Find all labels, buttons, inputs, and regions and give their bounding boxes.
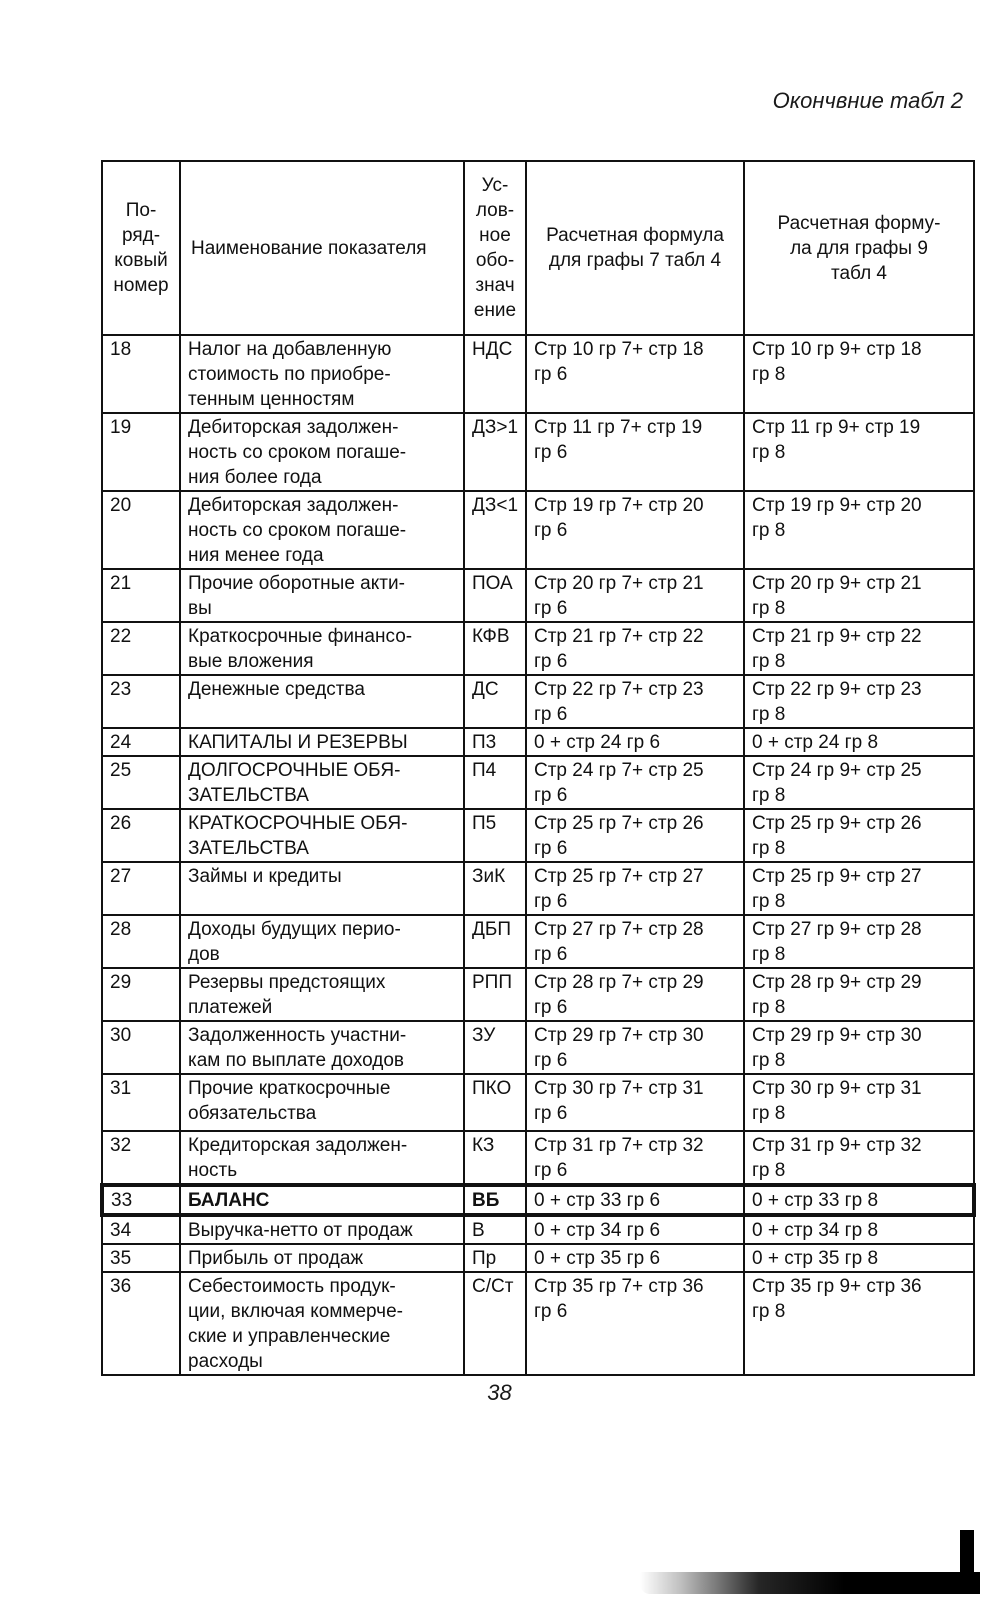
formula-col7: Стр 24 гр 7+ стр 25 гр 6 [526, 756, 744, 809]
formula-col9: Стр 24 гр 9+ стр 25 гр 8 [744, 756, 974, 809]
formula-col9: Стр 30 гр 9+ стр 31 гр 8 [744, 1074, 974, 1131]
formula-col7: Стр 35 гр 7+ стр 36 гр 6 [526, 1272, 744, 1375]
indicator-symbol: ДЗ<1 [464, 491, 526, 569]
indicator-symbol: КЗ [464, 1131, 526, 1185]
formula-col7: Стр 11 гр 7+ стр 19 гр 6 [526, 413, 744, 491]
indicator-name: ДОЛГОСРОЧНЫЕ ОБЯ- ЗАТЕЛЬСТВА [180, 756, 464, 809]
header-row-number: По- ряд- ковый номер [102, 161, 180, 335]
indicator-name: Прочие оборотные акти- вы [180, 569, 464, 622]
indicator-symbol: П5 [464, 809, 526, 862]
balance-row [102, 1185, 974, 1215]
row-number: 25 [102, 756, 180, 809]
row-number: 23 [102, 675, 180, 728]
formula-col9: Стр 20 гр 9+ стр 21 гр 8 [744, 569, 974, 622]
row-number: 19 [102, 413, 180, 491]
indicator-name: КАПИТАЛЫ И РЕЗЕРВЫ [180, 728, 464, 756]
table-row [102, 756, 974, 809]
indicator-name: Доходы будущих перио- дов [180, 915, 464, 968]
formula-col7: 0 + стр 24 гр 6 [526, 728, 744, 756]
row-number: 30 [102, 1021, 180, 1074]
formula-col9: Стр 27 гр 9+ стр 28 гр 8 [744, 915, 974, 968]
header-formula-col7: Расчетная формула для графы 7 табл 4 [526, 161, 744, 335]
indicator-formula-table [100, 160, 976, 1376]
table-row [102, 809, 974, 862]
formula-col7: Стр 21 гр 7+ стр 22 гр 6 [526, 622, 744, 675]
formula-col9: Стр 11 гр 9+ стр 19 гр 8 [744, 413, 974, 491]
indicator-name: Себестоимость продук- ции, включая коммерче- ские и управленческие расходы [180, 1272, 464, 1375]
formula-col9: Стр 28 гр 9+ стр 29 гр 8 [744, 968, 974, 1021]
table-row [102, 675, 974, 728]
indicator-symbol: С/Ст [464, 1272, 526, 1375]
formula-col7: 0 + стр 33 гр 6 [526, 1185, 744, 1215]
table-row [102, 335, 974, 413]
formula-col7: Стр 28 гр 7+ стр 29 гр 6 [526, 968, 744, 1021]
row-number: 24 [102, 728, 180, 756]
indicator-name: Задолженность участни- кам по выплате доходов [180, 1021, 464, 1074]
formula-col7: Стр 27 гр 7+ стр 28 гр 6 [526, 915, 744, 968]
indicator-symbol: Пр [464, 1244, 526, 1272]
indicator-name: БАЛАНС [180, 1185, 464, 1215]
row-number: 26 [102, 809, 180, 862]
table-row [102, 413, 974, 491]
formula-col9: Стр 21 гр 9+ стр 22 гр 8 [744, 622, 974, 675]
row-number: 33 [102, 1185, 180, 1215]
formula-col9: 0 + стр 34 гр 8 [744, 1215, 974, 1244]
row-number: 31 [102, 1074, 180, 1131]
indicator-name: Прочие краткосрочные обязательства [180, 1074, 464, 1131]
indicator-name: КРАТКОСРОЧНЫЕ ОБЯ- ЗАТЕЛЬСТВА [180, 809, 464, 862]
row-number: 29 [102, 968, 180, 1021]
formula-col9: Стр 22 гр 9+ стр 23 гр 8 [744, 675, 974, 728]
formula-col9: Стр 25 гр 9+ стр 27 гр 8 [744, 862, 974, 915]
indicator-name: Займы и кредиты [180, 862, 464, 915]
row-number: 35 [102, 1244, 180, 1272]
formula-col9: 0 + стр 33 гр 8 [744, 1185, 974, 1215]
table-row [102, 1244, 974, 1272]
indicator-symbol: ДЗ>1 [464, 413, 526, 491]
formula-col9: 0 + стр 35 гр 8 [744, 1244, 974, 1272]
formula-col7: Стр 31 гр 7+ стр 32 гр 6 [526, 1131, 744, 1185]
formula-col7: Стр 30 гр 7+ стр 31 гр 6 [526, 1074, 744, 1131]
formula-col7: Стр 29 гр 7+ стр 30 гр 6 [526, 1021, 744, 1074]
page-number: 38 [487, 1380, 512, 1405]
indicator-name: Налог на добавленную стоимость по приобре- тенным ценностям [180, 335, 464, 413]
row-number: 27 [102, 862, 180, 915]
row-number: 36 [102, 1272, 180, 1375]
table-row [102, 1021, 974, 1074]
formula-col7: Стр 19 гр 7+ стр 20 гр 6 [526, 491, 744, 569]
row-number: 34 [102, 1215, 180, 1244]
indicator-symbol: В [464, 1215, 526, 1244]
indicator-symbol: КФВ [464, 622, 526, 675]
formula-col7: 0 + стр 34 гр 6 [526, 1215, 744, 1244]
header-symbol: Ус- лов- ное обо- знач ение [464, 161, 526, 335]
table-row [102, 862, 974, 915]
scan-edge-mark [640, 1572, 980, 1594]
formula-col7: Стр 25 гр 7+ стр 26 гр 6 [526, 809, 744, 862]
indicator-name: Прибыль от продаж [180, 1244, 464, 1272]
table-row [102, 491, 974, 569]
formula-col7: 0 + стр 35 гр 6 [526, 1244, 744, 1272]
indicator-name: Дебиторская задолжен- ность со сроком погаше- ния более года [180, 413, 464, 491]
scan-edge-hook [960, 1530, 974, 1580]
indicator-symbol: ЗУ [464, 1021, 526, 1074]
indicator-name: Резервы предстоящих платежей [180, 968, 464, 1021]
row-number: 18 [102, 335, 180, 413]
table-row [102, 1215, 974, 1244]
formula-col9: Стр 10 гр 9+ стр 18 гр 8 [744, 335, 974, 413]
header-indicator-name: Наименование показателя [180, 161, 464, 335]
indicator-symbol: П3 [464, 728, 526, 756]
indicator-symbol: РПП [464, 968, 526, 1021]
table-row [102, 569, 974, 622]
formula-col9: 0 + стр 24 гр 8 [744, 728, 974, 756]
table-row [102, 968, 974, 1021]
formula-col7: Стр 20 гр 7+ стр 21 гр 6 [526, 569, 744, 622]
formula-col9: Стр 19 гр 9+ стр 20 гр 8 [744, 491, 974, 569]
indicator-symbol: ВБ [464, 1185, 526, 1215]
table-row [102, 622, 974, 675]
table-row [102, 1272, 974, 1375]
indicator-symbol: ДС [464, 675, 526, 728]
indicator-symbol: ПОА [464, 569, 526, 622]
indicator-name: Кредиторская задолжен- ность [180, 1131, 464, 1185]
table-row [102, 915, 974, 968]
table-row [102, 1074, 974, 1131]
table-header-row [102, 161, 974, 335]
indicator-symbol: НДС [464, 335, 526, 413]
header-formula-col9: Расчетная форму- ла для графы 9 табл 4 [744, 161, 974, 335]
formula-col9: Стр 29 гр 9+ стр 30 гр 8 [744, 1021, 974, 1074]
row-number: 22 [102, 622, 180, 675]
formula-col7: Стр 22 гр 7+ стр 23 гр 6 [526, 675, 744, 728]
table-row [102, 1131, 974, 1185]
row-number: 20 [102, 491, 180, 569]
indicator-name: Денежные средства [180, 675, 464, 728]
table-row [102, 728, 974, 756]
indicator-name: Выручка-нетто от продаж [180, 1215, 464, 1244]
formula-col9: Стр 31 гр 9+ стр 32 гр 8 [744, 1131, 974, 1185]
row-number: 21 [102, 569, 180, 622]
indicator-symbol: ПКО [464, 1074, 526, 1131]
indicator-name: Дебиторская задолжен- ность со сроком погаше- ния менее года [180, 491, 464, 569]
row-number: 28 [102, 915, 180, 968]
table-continuation-label: Окончвние табл 2 [772, 88, 963, 113]
formula-col9: Стр 35 гр 9+ стр 36 гр 8 [744, 1272, 974, 1375]
indicator-name: Краткосрочные финансо- вые вложения [180, 622, 464, 675]
indicator-symbol: П4 [464, 756, 526, 809]
row-number: 32 [102, 1131, 180, 1185]
formula-col7: Стр 25 гр 7+ стр 27 гр 6 [526, 862, 744, 915]
indicator-symbol: ДБП [464, 915, 526, 968]
indicator-symbol: ЗиК [464, 862, 526, 915]
formula-col7: Стр 10 гр 7+ стр 18 гр 6 [526, 335, 744, 413]
formula-col9: Стр 25 гр 9+ стр 26 гр 8 [744, 809, 974, 862]
